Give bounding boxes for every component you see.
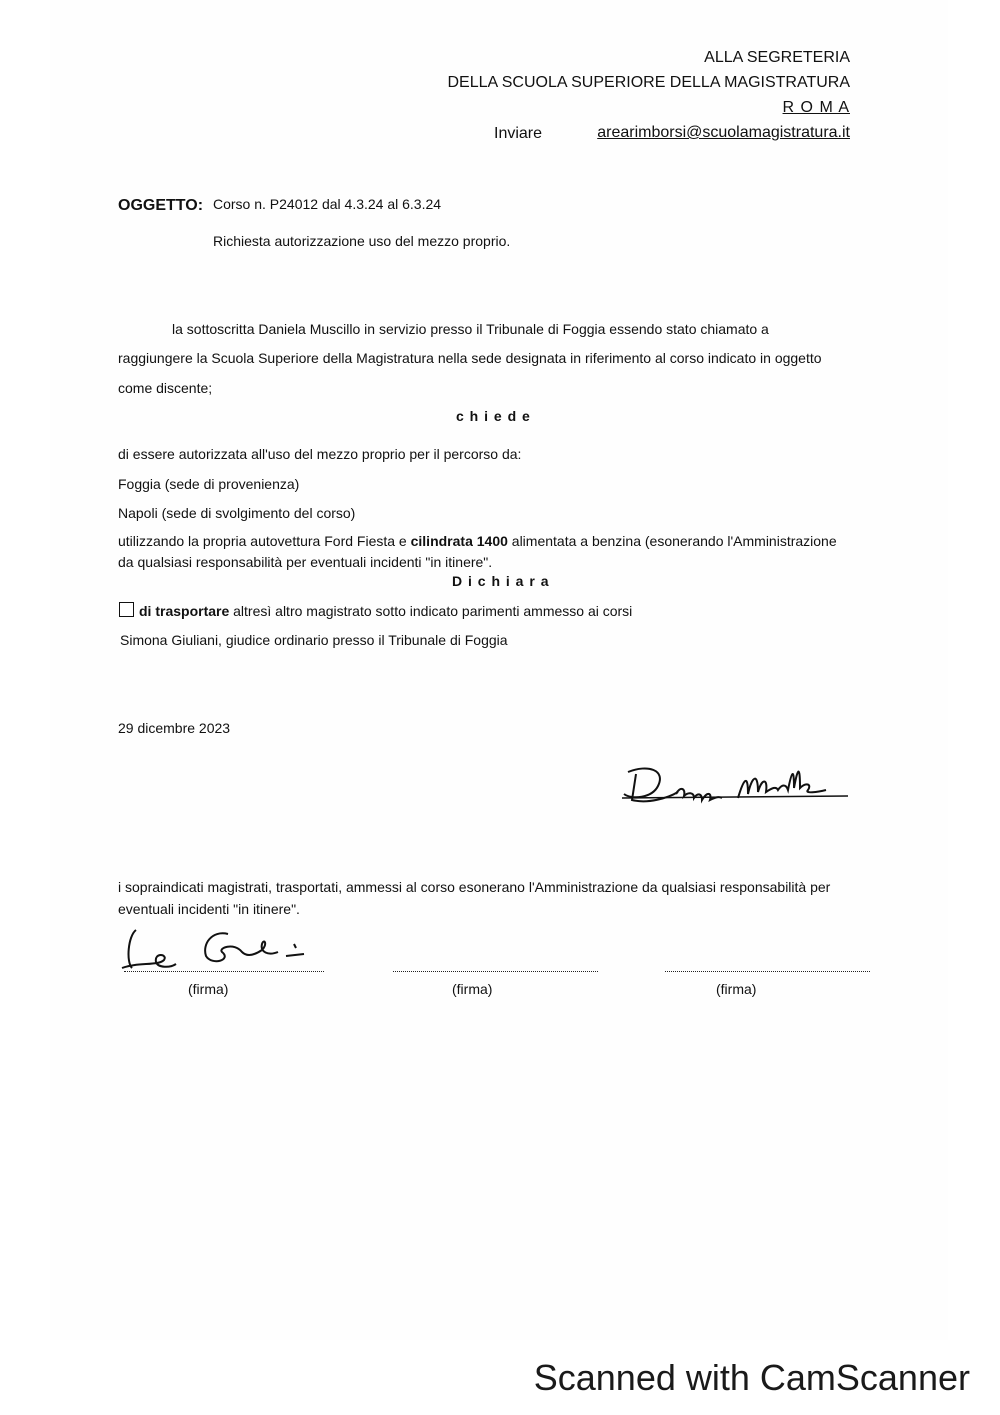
- vehicle-pre: utilizzando la propria autovettura Ford Fiesta e: [118, 533, 411, 549]
- intro-line-1: la sottoscritta Daniela Muscillo in servizio presso il Tribunale di Foggia essendo stato chiamato a: [172, 321, 769, 337]
- dichiara-heading: D i c h i a r a: [452, 573, 550, 589]
- route-to: Napoli (sede di svolgimento del corso): [118, 505, 356, 521]
- chiede-heading: c h i e d e: [456, 408, 531, 424]
- vehicle-post: alimentata a benzina (esonerando l'Amministrazione: [507, 533, 837, 549]
- signature-label-1: (firma): [188, 981, 229, 997]
- scanner-watermark: Scanned with CamScanner: [533, 1357, 970, 1398]
- vehicle-displacement: cilindrata 1400: [410, 533, 508, 549]
- subject-request: Richiesta autorizzazione uso del mezzo proprio.: [213, 233, 511, 249]
- passenger-info: Simona Giuliani, giudice ordinario presso il Tribunale di Foggia: [120, 632, 508, 648]
- vehicle-line-2: da qualsiasi responsabilità per eventuali incidenti "in itinere".: [118, 554, 493, 570]
- signature-label-2: (firma): [452, 981, 493, 997]
- transport-bold: di trasportare: [139, 603, 230, 619]
- intro-line-2: raggiungere la Scuola Superiore della Magistratura nella sede designata in riferimento al corso indicato in oggetto: [118, 350, 822, 366]
- recipient-city: R O M A: [782, 99, 850, 116]
- route-from: Foggia (sede di provenienza): [118, 476, 300, 492]
- intro-line-3: come discente;: [118, 380, 213, 396]
- email-address[interactable]: arearimborsi@scuolamagistratura.it: [597, 124, 850, 141]
- subject-course: Corso n. P24012 dal 4.3.24 al 6.3.24: [213, 196, 442, 212]
- signature-line-1: [124, 971, 324, 972]
- transport-checkbox[interactable]: [119, 602, 134, 617]
- subject-label: OGGETTO:: [118, 197, 204, 214]
- release-text-line-2: eventuali incidenti "in itinere".: [118, 901, 300, 917]
- document-date: 29 dicembre 2023: [118, 720, 231, 736]
- release-text-line-1: i sopraindicati magistrati, trasportati, ammessi al corso esonerano l'Amministrazione da qualsiasi responsabilità per: [118, 879, 831, 895]
- signature-applicant: [618, 760, 858, 820]
- signature-label-3: (firma): [716, 981, 757, 997]
- authorize-text: di essere autorizzata all'uso del mezzo proprio per il percorso da:: [118, 446, 522, 462]
- vehicle-line-1: [118, 533, 837, 549]
- transport-rest: altresì altro magistrato sotto indicato parimenti ammesso ai corsi: [229, 603, 633, 619]
- send-label: Inviare: [494, 125, 543, 142]
- transport-text: [139, 603, 632, 619]
- scanner-footer: [0, 1355, 1000, 1415]
- signature-passenger: [118, 922, 318, 972]
- recipient-line-2: DELLA SCUOLA SUPERIORE DELLA MAGISTRATURA: [447, 74, 850, 91]
- recipient-line-1: ALLA SEGRETERIA: [704, 49, 850, 66]
- signature-line-3: [665, 971, 870, 972]
- signature-line-2: [393, 971, 598, 972]
